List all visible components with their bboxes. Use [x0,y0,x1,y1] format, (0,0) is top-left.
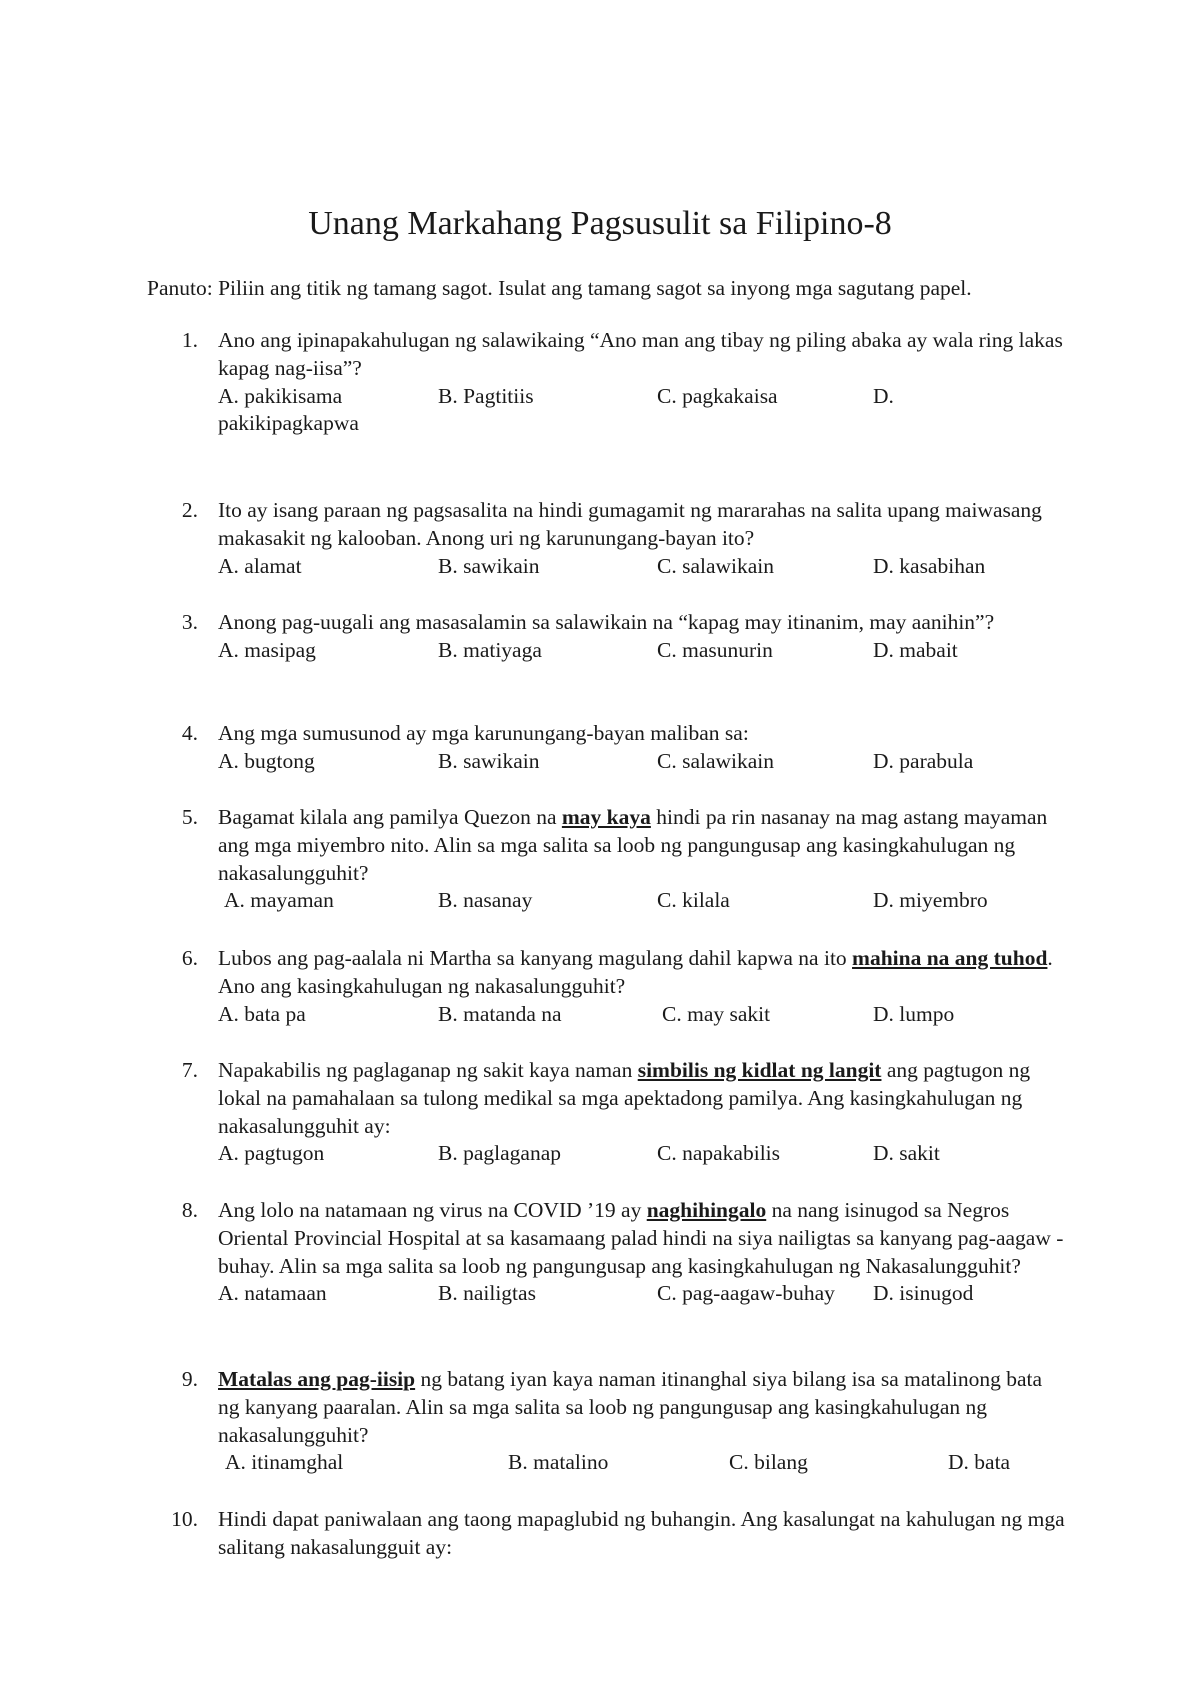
question-body [218,1057,1068,1168]
choice-d: D. sakit [873,1141,940,1166]
choice-b: B. nailigtas [438,1281,536,1306]
choice-a: A. masipag [218,637,316,662]
answer-choices [218,383,1068,411]
choice-d: D. isinugod [873,1281,974,1306]
answer-choices [218,887,1068,915]
choice-d: D. parabula [873,748,974,773]
question-body [218,609,1068,665]
question-text: Bagamat kilala ang pamilya Quezon na may kaya hindi pa rin nasanay na mag astang mayaman ang mga miyembro nito. Alin sa mga salita sa loob ng pangungusap ang kasingkahulugan ng nakasalungguhit? [218,805,1048,885]
answer-choices [218,1001,1068,1029]
choice-c: C. may sakit [662,1001,771,1026]
choice-c: C. pag-aagaw-buhay [657,1281,835,1306]
choice-c: C. bilang [729,1450,808,1475]
question-number: 2. [181,498,198,522]
choice-c: C. salawikain [657,748,775,773]
question-number: 7. [181,1058,198,1082]
answer-choices [218,1280,1068,1308]
answer-choices [218,637,1068,665]
question-number: 3. [181,610,198,634]
question-body [218,945,1068,1028]
choice-d: D. lumpo [873,1001,955,1026]
answer-choices [218,553,1068,581]
question-number: 4. [181,721,198,745]
underlined-phrase: naghihingalo [646,1198,767,1222]
question-number: 9. [181,1367,198,1391]
question-text: Hindi dapat paniwalaan ang taong mapaglubid ng buhangin. Ang kasalungat na kahulugan ng mga salitang nakasalungguit ay: [218,1507,1065,1559]
question-number: 5. [181,805,198,829]
underlined-phrase: mahina na ang tuhod [852,946,1048,970]
question-body [218,1366,1068,1477]
question-body [218,1506,1068,1562]
question-text: Ang mga sumusunod ay mga karunungang-bayan maliban sa: [218,721,749,745]
choice-d-continued: pakikipagkapwa [218,411,359,436]
answer-choices [218,1449,1068,1477]
question-body [218,720,1068,776]
choice-a: A. natamaan [218,1281,327,1306]
question-text: Matalas ang pag-iisip ng batang iyan kaya naman itinanghal siya bilang isa sa matalinong bata ng kanyang paaralan. Alin sa mga salita sa loob ng pangungusap ang kasingkahulugan ng nakasalungguhit? [218,1367,1043,1447]
choice-d: D. [873,383,894,408]
question-number: 1. [181,328,198,352]
answer-choices [218,748,1068,776]
choice-b: B. matanda na [438,1001,562,1026]
choice-c: C. kilala [657,888,730,913]
choice-d: D. mabait [873,637,958,662]
choice-a: A. bugtong [218,748,315,773]
choice-b: B. sawikain [438,553,540,578]
choice-c: C. salawikain [657,553,775,578]
choice-c: C. pagkakaisa [657,383,778,408]
choice-a: A. itinamghal [225,1450,344,1475]
choice-b: B. matalino [508,1450,609,1475]
question-body [218,1197,1068,1308]
question-text: Ang lolo na natamaan ng virus na COVID ’19 ay naghihingalo na nang isinugod sa Negros Oriental Provincial Hospital at sa kasamaang palad hindi na siya nailigtas sa kanyang pag-aagaw -buhay. Alin sa mga salita sa loob ng pangungusap ang kasingkahulugan ng Nakasalungguhit? [218,1198,1064,1278]
choice-c: C. napakabilis [657,1141,781,1166]
question-number: 6. [181,946,198,970]
question-body [218,327,1068,438]
underlined-phrase: simbilis ng kidlat ng langit [637,1058,882,1082]
choice-a: A. alamat [218,553,302,578]
choice-d: D. miyembro [873,888,988,913]
underlined-phrase: Matalas ang pag-iisip [218,1367,416,1391]
choice-a: A. mayaman [224,888,334,913]
question-number: 10. [171,1507,198,1531]
page-title: Unang Markahang Pagsusulit sa Filipino-8 [308,205,892,242]
question-text: Ano ang ipinapakahulugan ng salawikaing “Ano man ang tibay ng piling abaka ay wala ring lakas kapag nag-iisa”? [218,328,1063,380]
answer-choices [218,1140,1068,1168]
instructions: Panuto: Piliin ang titik ng tamang sagot. Isulat ang tamang sagot sa inyong mga sagutang papel. [147,276,972,300]
question-text: Anong pag-uugali ang masasalamin sa salawikain na “kapag may itinanim, may aanihin”? [218,610,995,634]
question-number: 8. [181,1198,198,1222]
choice-d: D. bata [948,1450,1011,1475]
question-text: Ito ay isang paraan ng pagsasalita na hindi gumagamit ng mararahas na salita upang maiwasang makasakit ng kalooban. Anong uri ng karunungang-bayan ito? [218,498,1042,550]
question-body [218,804,1068,915]
choice-b: B. Pagtitiis [438,383,534,408]
choice-b: B. paglaganap [438,1141,561,1166]
choice-a: A. bata pa [218,1001,306,1026]
choice-b: B. nasanay [438,888,533,913]
choice-b: B. matiyaga [438,637,542,662]
choice-c: C. masunurin [657,637,773,662]
underlined-phrase: may kaya [561,805,651,829]
question-body [218,497,1068,580]
question-text: Napakabilis ng paglaganap ng sakit kaya naman simbilis ng kidlat ng langit ang pagtugon ng lokal na pamahalaan sa tulong medikal sa mga apektadong pamilya. Ang kasingkahulugan ng nakasalungguhit ay: [218,1058,1031,1138]
choice-a: A. pakikisama [218,383,343,408]
question-text: Lubos ang pag-aalala ni Martha sa kanyang magulang dahil kapwa na ito mahina na ang tuhod. Ano ang kasingkahulugan ng nakasalungguhit? [218,946,1053,998]
choice-a: A. pagtugon [218,1141,325,1166]
choice-d: D. kasabihan [873,553,986,578]
choice-b: B. sawikain [438,748,540,773]
